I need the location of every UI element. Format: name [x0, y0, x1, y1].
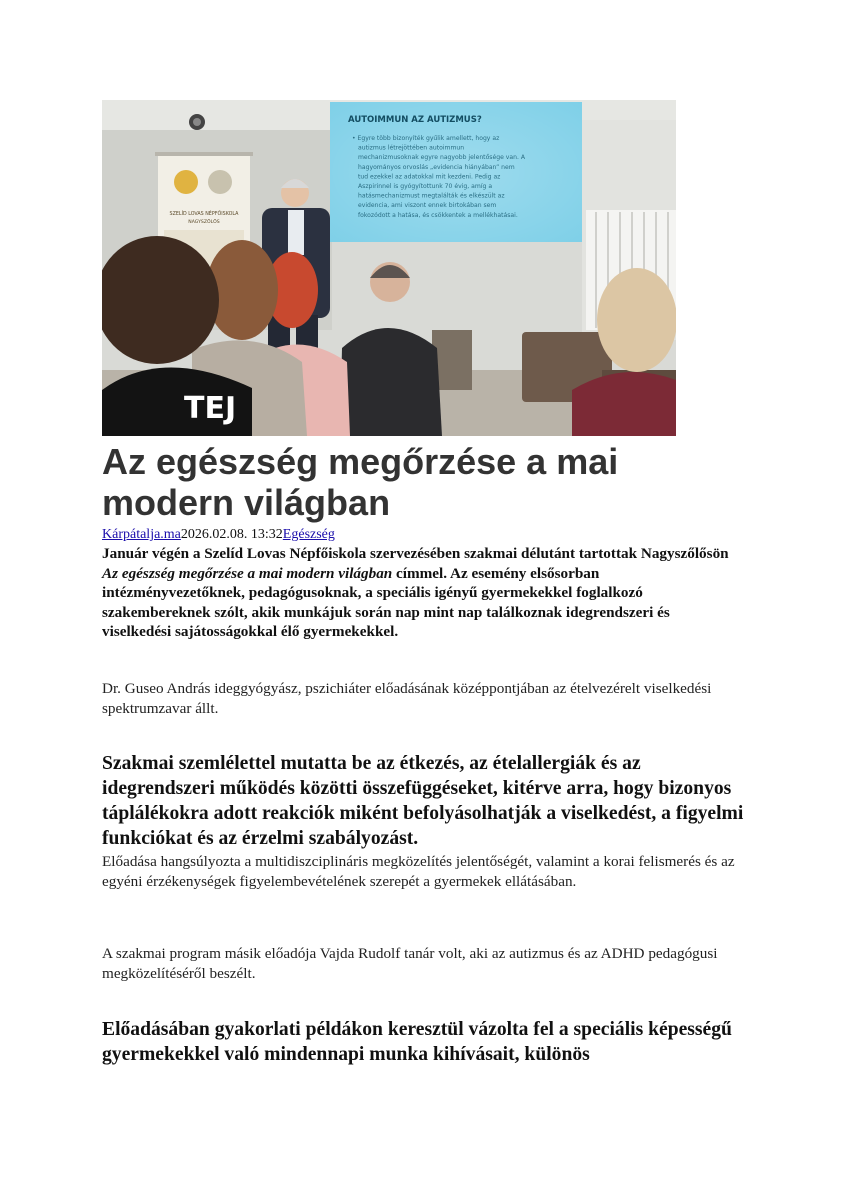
source-link[interactable]: Kárpátalja.ma [102, 527, 181, 542]
slide-title: AUTOIMMUN AZ AUTIZMUS? [348, 115, 482, 125]
shirt-print: TEJ [184, 391, 237, 426]
slide-line: mechanizmusoknak egyre nagyobb jelentősége van. A [358, 154, 526, 162]
subheading-practice: Előadásában gyakorlati példákon keresztül vázolta fel a speciális képességű gyermekekkel való mindennapi munka kihívásait, különös [102, 1019, 732, 1065]
lead-text-end: címmel. Az esemény elsősorban intézményvezetőknek, pedagógusoknak, a speciális igényű gyermekekkel foglalkozó szakembereknek szólt, akik munkájuk során nap mint nap találkoznak idegrendszeri és viselkedési sajátosságokkal élő gyermekekkel. [102, 564, 670, 641]
lead-text-start: Január végén a Szelíd Lovas Népfőiskola szervezésében szakmai délutánt tartottak Nagyszőlősön [102, 545, 729, 562]
article-meta [102, 527, 335, 543]
slide-line: evidencia, ami viszont ennek birtokában sem [358, 202, 497, 210]
slide-line: tud ezekkel az adatokkal mit kezdeni. Pedig az [358, 173, 501, 181]
slide-line: Aszpirinnel is gyógyítottunk 70 évig, amíg a [358, 183, 493, 190]
article-title: Az egészség megőrzése a mai modern világban [102, 441, 619, 523]
paragraph-guseo: Dr. Guseo András ideggyógyász, pszichiáter előadásának középpontjában az ételvezérelt viselkedési spektrumzavar állt. [102, 680, 712, 717]
article-photo [102, 100, 676, 436]
banner-line-2: NAGYSZŐLŐS [188, 220, 220, 225]
slide-line: fokozódott a hatása, és csökkentek a mellékhatásai. [358, 211, 518, 219]
subheading-food-behavior: Szakmai szemlélettel mutatta be az étkezés, az ételallergiák és az idegrendszeri működés közötti összefüggéseket, kitérve arra, hogy bizonyos táplálékokra adott reakciók miként befolyásolhatják a viselkedést, a figyelmi funkciókat és az érzelmi szabályozást. [102, 753, 744, 849]
publish-datetime: 2026.02.08. 13:32 [180, 527, 283, 542]
slide-line: hagyományos orvoslás „evidencia hiányában” nem [358, 163, 515, 171]
paragraph-multidisciplinary: Előadása hangsúlyozta a multidiszciplináris megközelítés jelentőségét, valamint a korai felismerés és az egyéni érzékenységek figyelembevételének szerepét a gyermekek ellátásában. [102, 853, 735, 890]
slide-line: hatásmechanizmust megtalálták és elkészült az [358, 192, 505, 200]
crest-logo-icon [174, 170, 198, 194]
article-lead [102, 544, 742, 642]
horse-logo-icon [208, 170, 232, 194]
category-link[interactable]: Egészség [282, 527, 335, 542]
paragraph-vajda: A szakmai program másik előadója Vajda Rudolf tanár volt, aki az autizmus és az ADHD pedagógusi megközelítéséről beszélt. [102, 945, 718, 982]
slide-line: • Egyre több bizonyíték gyűlik amellett, hogy az [352, 135, 500, 142]
banner-line-1: SZELÍD LOVAS NÉPFŐISKOLA [169, 212, 239, 217]
projected-slide [330, 102, 582, 242]
slide-line: autizmus létrejöttében autoimmun [358, 144, 465, 152]
lead-event-title: Az egészség megőrzése a mai modern világban [102, 564, 393, 582]
